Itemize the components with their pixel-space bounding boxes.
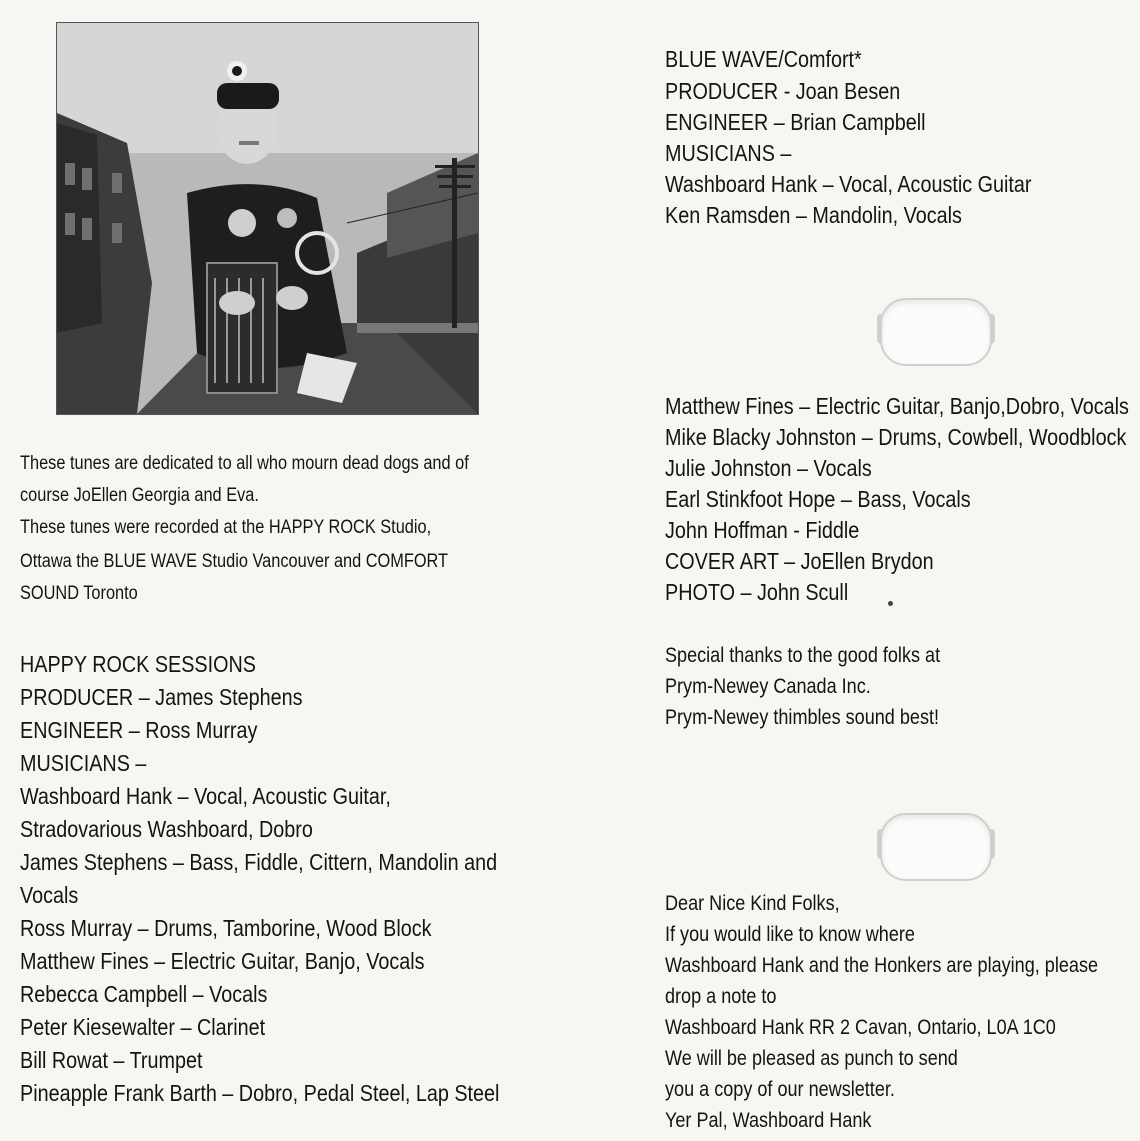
credit-line: PRODUCER – James Stephens <box>20 684 303 710</box>
credit-line: ENGINEER – Ross Murray <box>20 717 258 743</box>
credit-line: Matthew Fines – Electric Guitar, Banjo,Dobro, Vocals <box>665 393 1129 419</box>
credit-line: MUSICIANS – <box>665 140 792 166</box>
credit-line: MUSICIANS – <box>20 750 147 776</box>
credit-line: Earl Stinkfoot Hope – Bass, Vocals <box>665 486 971 512</box>
blue-wave-credits <box>665 48 1031 235</box>
fan-letter <box>665 893 1098 1141</box>
credit-line: Washboard Hank – Vocal, Acoustic Guitar <box>665 171 1032 197</box>
credit-line: Mike Blacky Johnston – Drums, Cowbell, Woodblock <box>665 424 1127 450</box>
letter-line: Washboard Hank RR 2 Cavan, Ontario, L0A 1C0 <box>665 1016 1056 1039</box>
letter-line: you a copy of our newsletter. <box>665 1078 895 1101</box>
dedication-line: These tunes were recorded at the HAPPY ROCK Studio, <box>20 517 432 538</box>
credit-line: PHOTO – John Scull <box>665 579 849 605</box>
band-photo <box>56 22 479 415</box>
tab-slot-upper <box>880 298 992 366</box>
letter-line: drop a note to <box>665 985 777 1008</box>
section-heading: BLUE WAVE/Comfort* <box>665 46 862 72</box>
credit-line: Washboard Hank – Vocal, Acoustic Guitar, <box>20 783 391 809</box>
credit-line: James Stephens – Bass, Fiddle, Cittern, Mandolin and <box>20 849 498 875</box>
credit-line: Rebecca Campbell – Vocals <box>20 981 268 1007</box>
dedication-line: Ottawa the BLUE WAVE Studio Vancouver and COMFORT <box>20 551 449 572</box>
thanks-line: Special thanks to the good folks at <box>665 644 941 667</box>
credit-line: Matthew Fines – Electric Guitar, Banjo, Vocals <box>20 948 425 974</box>
happy-rock-credits <box>20 653 499 1115</box>
dedication-line: course JoEllen Georgia and Eva. <box>20 485 259 506</box>
letter-line: Yer Pal, Washboard Hank <box>665 1109 872 1132</box>
additional-credits <box>665 395 1129 612</box>
washboard-hank-photo-illustration <box>57 23 478 414</box>
dedication-line: SOUND Toronto <box>20 583 138 604</box>
credit-line: John Hoffman - Fiddle <box>665 517 860 543</box>
dedication-text <box>20 454 469 616</box>
dedication-line: These tunes are dedicated to all who mourn dead dogs and of <box>20 453 469 474</box>
letter-line: If you would like to know where <box>665 923 915 946</box>
credit-line: COVER ART – JoEllen Brydon <box>665 548 934 574</box>
speck <box>888 601 893 606</box>
credit-line: Ken Ramsden – Mandolin, Vocals <box>665 202 962 228</box>
tab-slot-lower <box>880 813 992 881</box>
credit-line: Peter Kiesewalter – Clarinet <box>20 1014 266 1040</box>
credit-line: Stradovarious Washboard, Dobro <box>20 816 313 842</box>
credit-line: Julie Johnston – Vocals <box>665 455 872 481</box>
thanks-line: Prym-Newey Canada Inc. <box>665 675 871 698</box>
credit-line: PRODUCER - Joan Besen <box>665 78 901 104</box>
letter-line: Dear Nice Kind Folks, <box>665 892 840 915</box>
thanks-line: Prym-Newey thimbles sound best! <box>665 706 940 729</box>
credit-line: Vocals <box>20 882 79 908</box>
credit-line: Bill Rowat – Trumpet <box>20 1047 203 1073</box>
credit-line: Ross Murray – Drums, Tamborine, Wood Block <box>20 915 432 941</box>
credit-line: ENGINEER – Brian Campbell <box>665 109 926 135</box>
letter-line: Washboard Hank and the Honkers are playing, please <box>665 954 1099 977</box>
letter-line: We will be pleased as punch to send <box>665 1047 958 1070</box>
credit-line: Pineapple Frank Barth – Dobro, Pedal Steel, Lap Steel <box>20 1080 500 1106</box>
section-heading: HAPPY ROCK SESSIONS <box>20 651 256 677</box>
special-thanks <box>665 645 940 738</box>
